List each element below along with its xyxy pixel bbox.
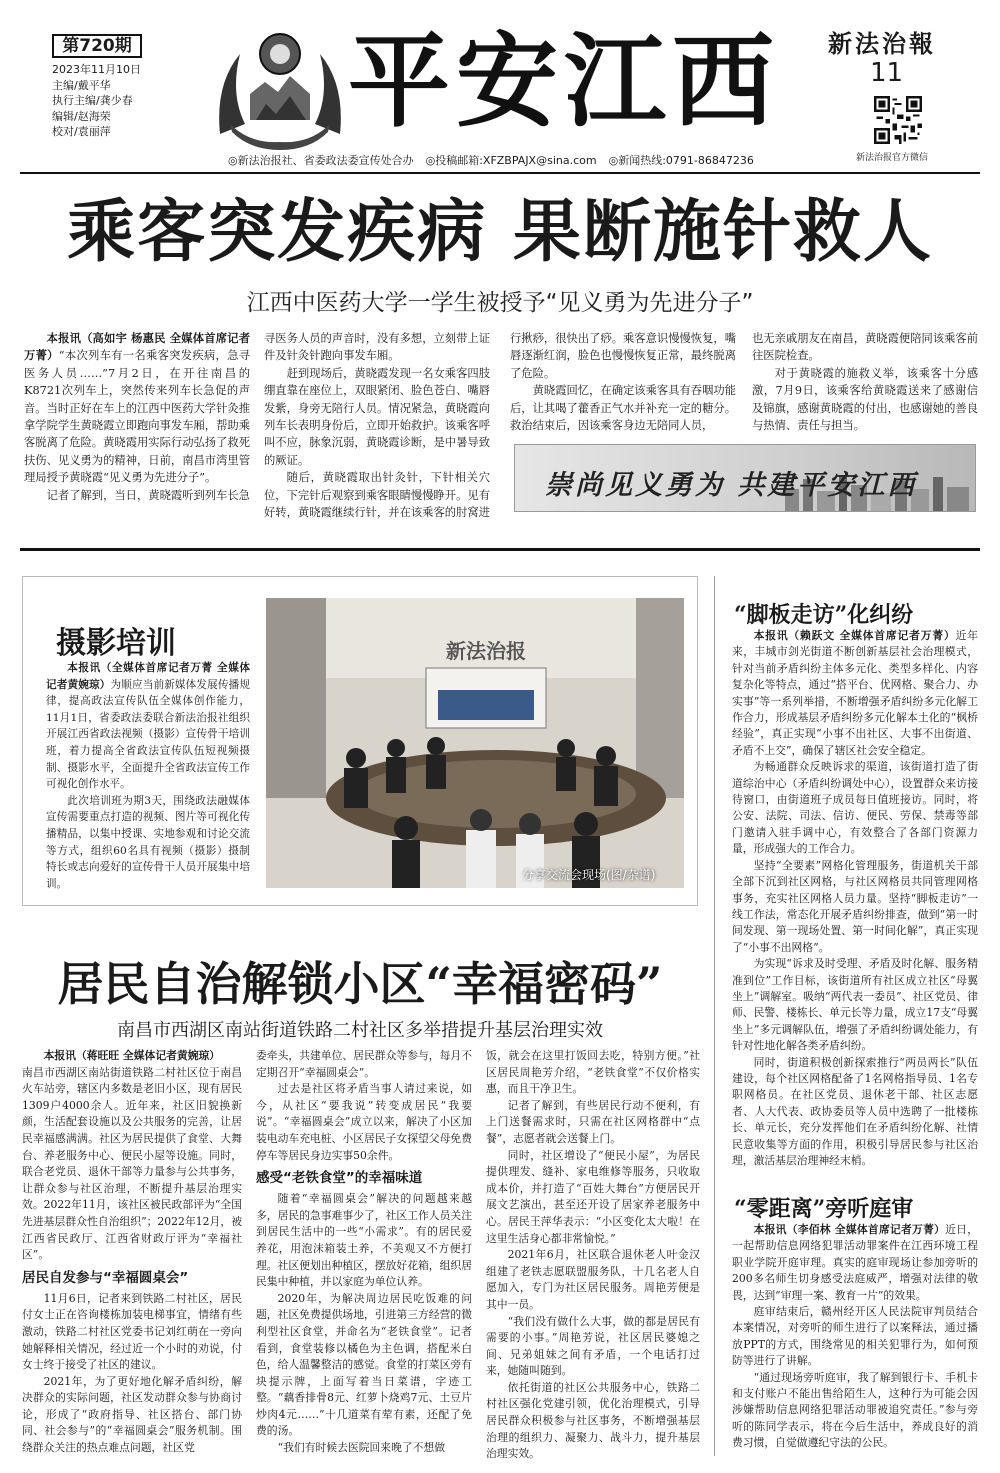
- page-number: 11: [870, 58, 904, 88]
- police-emblem-icon: [210, 24, 350, 152]
- side1-p3: 坚持“全要素”网格化管理服务，街道机关干部全部下沉到社区网格，与社区网格员共同管理网格事务，充实社区网格人员力量。坚持“脚板走访”一线工作法，常态化开展矛盾纠纷排查，做到“第一时间发现、第一现场处置、第一时间化解”，真正实现了“小事不出网格”。: [732, 858, 978, 954]
- photo-story-title: 摄影培训: [56, 626, 176, 661]
- executive-editor: 执行主编/龚少春: [52, 94, 133, 107]
- story2-c3c: 同时，社区增设了“便民小屋”，为居民提供理发、缝补、家电维修等服务，只收取成本价，并打造了“百姓大舞台”方便居民开展文艺演出，甚至还开设了居家养老服务中心。居民王萍华表示：“小区变化太大啦！在这里生活身心都非常愉悦。”: [486, 1148, 700, 1245]
- photo-story-text: [46, 660, 250, 894]
- side1-p1: 近年来，丰城市剑光街道不断创新基层社会治理模式，针对当前矛盾纠纷主体多元化、类型多样化、内容复杂化等特点，通过“搭平台、优网格、聚合力、办实事”等一系列举措，不断增强矛盾纠纷多元化解工作合力，形成基层矛盾纠纷多元化解本土化的“枫桥经验”，真正实现“小事不出社区、大事不出街道、矛盾不上交”，确保了辖区社会安全稳定。: [732, 629, 979, 757]
- lead-col1-text: “本次列车有一名乘客突发疾病，急寻医务人员……”7月2日，在开往南昌的K8721次列车上，突然传来列车长急促的声音。当时正好在车上的江西中医药大学针灸推拿学院学生黄晓霞立即跑向事发车厢，帮助乘客脱离了危险。黄晓霞用实际行动弘扬了救死扶伤、见义勇为的精神，日前，南昌市湾里管理局授予黄晓霞“见义勇为先进分子”。: [24, 349, 250, 485]
- side2-p2: 庭审结束后，赣州经开区人民法院审判员结合本案情况，对旁听的师生进行了以案释法，通过播放PPT的方式，围绕常见的相关犯罪行为，如何预防等进行了讲解。: [732, 1305, 978, 1368]
- side1-headline: “脚板走访”化纠纷: [734, 602, 914, 628]
- proofreader: 校对/袁丽萍: [52, 125, 111, 138]
- photo-story-p1: 为顺应当前新媒体发展传播规律，提高政法宣传队伍全媒体创作能力，11月1日，省委政法委联合新法治报社组织开展江西省政法视频（摄影）宣传骨干培训班，着力提高全省政法宣传队伍短视频摄制、摄影水平，全面提升全省政法宣传工作可视化创作水平。: [46, 678, 250, 791]
- side2-byline: 本报讯（李佰林 全媒体首席记者万菁）: [753, 1223, 946, 1236]
- slogan-banner: [514, 444, 976, 512]
- side1-p2: 为畅通群众反映诉求的渠道，该街道打造了街道综治中心（矛盾纠纷调处中心），设置群众来访接待窗口，由街道班子成员每日值班接访。同时，将公安、法院、司法、信访、便民、劳保、禁毒等部门邀请入驻手调中心，有效整合了各部门资源力量，形成强大的工作合力。: [732, 760, 978, 856]
- side1-column: [732, 628, 979, 1167]
- story2-c1b: 11月6日，记者来到铁路二村社区，居民付女士正在咨询楼栋加装电梯事宜，情绪有些激动，铁路二村社区党委书记刘红萌在一旁向她解释相关情况，经过近一个小时的劝说，付女士终于接受了社区的建议。: [22, 1291, 242, 1372]
- lead-col3b-text: 黄晓霞回忆，在确定该乘客具有吞咽功能后，让其喝了藿香正气水并补充一定的糖分。救治结束后，因该乘客身边无陪同人员，: [510, 384, 736, 433]
- story2-c2e: “我们有时候去医院回来晚了不想做: [277, 1441, 446, 1455]
- story2-subhead-1: 居民自发参与“幸福圆桌会”: [22, 1269, 189, 1286]
- side1-byline: 本报讯（赖跃文 全媒体首席记者万菁）: [753, 629, 956, 642]
- lead-col4b-text: 对于黄晓霞的施救义举，该乘客十分感激，7月9日，该乘客给黄晓霞送来了感谢信及锦旗，感谢黄晓霞的付出，也感谢她的善良与热情、责任与担当。: [752, 366, 978, 433]
- issue-date: 2023年11月10日: [52, 63, 141, 76]
- lead-col1b-text: 记者了解到，当日，黄晓霞听到列车长急: [46, 488, 250, 502]
- sidebar-divider: [714, 576, 715, 1456]
- submission-email[interactable]: ◎投稿邮箱:XFZBPAJX@sina.com: [425, 154, 597, 167]
- story2-c2d: 2020年，为解决周边居民吃饭难的问题，社区免费提供场地，引进第三方经营的微利型社区食堂，并命名为“老铁食堂”。记者看到，食堂装修以橘色为主色调，搭配米白色，给人温馨整洁的感觉。食堂的打菜区旁有块提示牌，上面写着当日菜谱，字迹工整。“藕香排骨8元、红萝卜烧鸡7元、土豆片炒肉4元……”十几道菜有荤有素，还配了免费的汤。: [256, 1291, 472, 1438]
- training-photo: [266, 598, 684, 888]
- story2-column-2: [256, 1048, 472, 1464]
- lead-headline: 乘客突发疾病 果断施针救人: [67, 193, 933, 272]
- story2-c3: 饭，就会在这里打饭回去吃，特别方便。”社区居民周艳芳介绍，“老铁食堂”不仅价格实惠，而且干净卫生。: [486, 1049, 700, 1096]
- story2-c2: 委牵头，共建单位、居民群众等参与，每月不定期召开“幸福圆桌会”。: [256, 1049, 472, 1079]
- lead-byline: 本报讯（高如宇 杨惠民 全媒体首席记者万菁）: [24, 332, 250, 363]
- issue-number: 第720期: [52, 34, 142, 58]
- qr-code-icon[interactable]: [874, 96, 922, 144]
- editor-in-chief: 主编/戴平华: [52, 78, 111, 92]
- masthead-info: [52, 62, 141, 140]
- brand-title: 平安江西: [348, 22, 780, 142]
- lead-column-4: [752, 330, 978, 438]
- editor: 编辑/赵海荣: [52, 109, 111, 123]
- news-hotline[interactable]: ◎新闻热线:0791-86847236: [608, 154, 754, 167]
- lead-column-3: [510, 330, 736, 438]
- photo-story-p2: 此次培训班为期3天，围绕政法融媒体宣传需要重点打造的视频、图片等可视化传播精品，以集中授课、实地参观和讨论交流等方式，组织60名具有视频（摄影）摄制特长或志向爱好的宣传骨干人员开展集中培训。: [46, 794, 250, 890]
- masthead-contact-bar: [228, 152, 848, 168]
- photo-caption: 分享交流会现场(图/杂谱): [522, 868, 656, 882]
- lead-column-2: [264, 330, 490, 522]
- story2-column-3: [486, 1048, 700, 1464]
- side1-p4: 为实现“诉求及时受理、矛盾及时化解、服务精准到位”工作目标，该街道所有社区成立社区“母翼坐上”调解室。吸纳“两代表一委员”、社区党员、律师、民警、楼栋长、单元长等力量，成立17支“母翼坐上”多元调解队伍，增强了矛盾纠纷调处能力，有针对性地化解各类矛盾纠纷。: [732, 957, 978, 1053]
- story2-subheadline: 南昌市西湖区南站街道铁路二村社区多举措提升基层治理实效: [117, 1020, 603, 1041]
- qr-caption: 新法治报官方微信: [856, 153, 929, 163]
- story2-byline: 本报讯（蒋旺旺 全媒体记者黄婉琼）: [43, 1049, 221, 1062]
- masthead-divider: [20, 172, 980, 174]
- paper-name: 新法治報: [828, 29, 936, 58]
- story2-c1: 南昌市西湖区南站街道铁路二村社区位于南昌火车站旁，辖区内多数是老旧小区，现有居民1309户4000余人。近年来，社区旧貌换新颜，生活配套设施以及公共服务的完善，让居民幸福感满满。社区为居民提供了食堂、大舞台、养老服务中心、便民小屋等设施。同时，联合老党员、退休干部等力量参与公共事务，让群众参与社区治理，不断提升基层治理实效。2022年11月，该社区被民政部评为“全国先进基层群众性自治组织”；2022年12月，被江西省民政厅、江西省财政厅评为“幸福社区”。: [22, 1065, 242, 1262]
- section-divider: [20, 548, 980, 551]
- story2-c3f: 依托街道的社区公共服务中心，铁路二村社区强化党建引领，优化治理模式，引导居民群众积极参与社区事务，不断增强基层治理的组织力、凝聚力、战斗力，提升基层治理实效。: [486, 1380, 700, 1461]
- side2-column: [732, 1222, 978, 1462]
- story2-c2b: 过去是社区将矛盾当事人请过来说，如今，从社区“要我说”转变成居民“我要说”。“幸福圆桌会”成立以来，解决了小区加装电动车充电桩、小区居民子女探望父母免费停车等居民身边实事50余件。: [256, 1082, 472, 1162]
- lead-subheadline: 江西中医药大学一学生被授予“见义勇为先进分子”: [246, 290, 754, 316]
- story2-c3b: 记者了解到，有些居民行动不便利，有上门送餐需求时，只需在社区网格群中“点餐”，志愿者就会送餐上门。: [486, 1098, 700, 1145]
- story2-headline: 居民自治解锁小区“幸福密码”: [57, 957, 663, 1011]
- masthead: [0, 0, 1000, 170]
- lead-column-1: [24, 330, 250, 522]
- sponsor-text: ◎新法治报社、省委政法委宣传处合办: [228, 154, 414, 167]
- lead-col2c-text: 随后，黄晓霞取出针灸针，下针相关穴位，下完针后观察到乘客眼睛慢慢睁开。见有好转，黄晓霞继续行针，并在该乘客的肘窝进: [264, 471, 490, 520]
- side1-p5: 同时，街道积极创新探索推行“两员两长”队伍建设，每个社区网格配备了1名网格指导员、1名专职网格员。在社区党员、退休老干部、社区志愿者、人大代表、政协委员等人员中选聘了一批楼栋长、单元长，充分发挥他们在矛盾纠纷化解、社情民意收集等方面的作用，积极引导居民参与社区治理，激活基层治理神经末梢。: [732, 1055, 978, 1167]
- story2-column-1: [22, 1048, 242, 1464]
- story2-subhead-2: 感受“老铁食堂”的幸福味道: [256, 1170, 423, 1187]
- lead-col2b-text: 赶到现场后，黄晓霞发现一名女乘客四肢绷直靠在座位上，双眼紧闭、脸色苍白、嘴唇发紫，身旁无陪行人员。情况紧急，黄晓霞向列车长表明身份后，立即开始救护。该乘客呼叫不应，脉象沉弱，黄晓霞诊断，是中暑导致的厥证。: [264, 366, 490, 467]
- story2-c2c: 随着“幸福圆桌会”解决的问题越来越多，居民的急事难事少了，社区工作人员关注到居民生活中的一些“小需求”。有的居民爱养花，用泡沫箱装土养，不美观又不方便打理。社区便划出种植区，摆放好花箱，组织居民集中种植，并以家庭为单位认养。: [256, 1192, 472, 1289]
- photo-story-byline: 本报讯（全媒体首席记者万菁 全媒体记者黄婉琼）: [46, 662, 250, 691]
- meeting-room-image: [266, 598, 684, 888]
- lead-col3-text: 行揪痧，很快出了痧。乘客意识慢慢恢复，嘴唇逐渐红润，脸色也慢慢恢复正常，最终脱离了危险。: [510, 332, 736, 380]
- photo-banner-text: 新法治报: [446, 639, 526, 663]
- lead-col4-text: 也无亲戚朋友在南昌，黄晓霞便陪同该乘客前往医院检查。: [752, 332, 978, 363]
- story2-c3d: 2021年6月，社区联合退休老人叶金汉组建了老铁志愿联盟服务队，十几名老人自愿加入，专门为社区居民服务。周艳芳便是其中一员。: [486, 1248, 700, 1311]
- story2-c3e: “我们没有做什么大事，做的都是居民有需要的小事。”周艳芳说，社区居民婆媳之间、兄弟姐妹之间有矛盾，一个电话打过来，她随叫随到。: [486, 1314, 700, 1378]
- side2-p3: “通过现场旁听庭审，我了解到银行卡、手机卡和支付账户不能出售给陌生人，这种行为可能会因涉嫌帮助信息网络犯罪活动罪被追究责任。”参与旁听的陈同学表示，将在今后生活中，养成良好的消费习惯，自觉做遵纪守法的公民。: [732, 1370, 978, 1450]
- side2-headline: “零距离”旁听庭审: [734, 1196, 914, 1222]
- lead-col2-text: 寻医务人员的声音时，没有多想，立刻带上证件及针灸针跑向事发车厢。: [264, 332, 490, 363]
- side2-p1: 近日，一起帮助信息网络犯罪活动罪案件在江西环境工程职业学院开庭审理。真实的庭审现场让参加旁听的200多名师生切身感受法庭威严，增强对法律的敬畏，达到“审理一案、教育一片”的效果。: [732, 1223, 979, 1302]
- slogan-text: 崇尚见义勇为 共建平安江西: [545, 470, 918, 501]
- story2-c1c: 2021年，为了更好地化解矛盾纠纷，解决群众的实际问题，社区发动群众参与协商讨论，形成了“政府指导、社区搭台、部门协同、社会参与”的“幸福圆桌会”服务机制。围绕群众关注的热点难点问题，社区党: [22, 1374, 242, 1455]
